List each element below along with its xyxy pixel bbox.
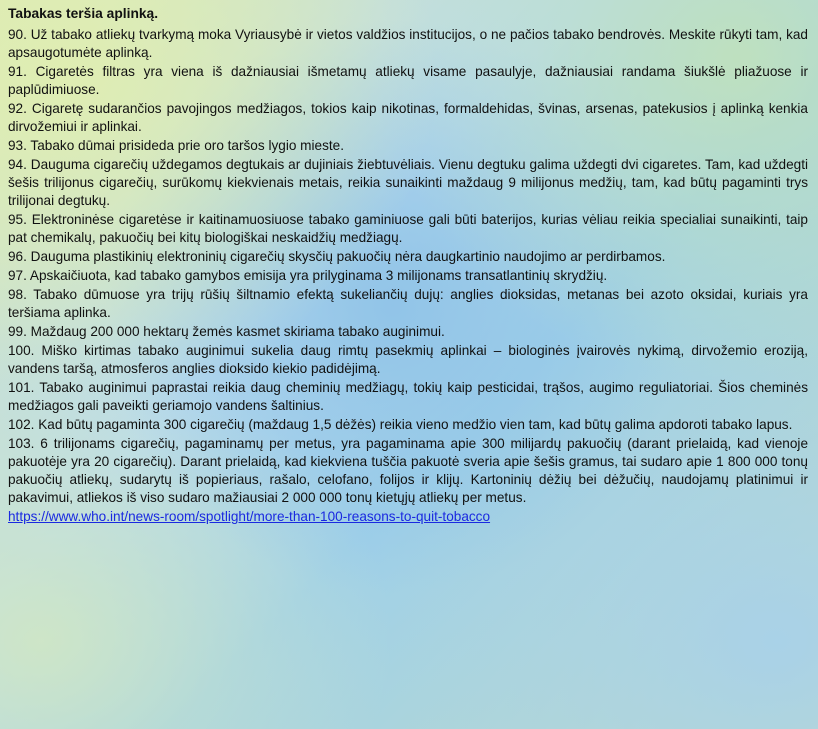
list-item: 99. Maždaug 200 000 hektarų žemės kasmet skiriama tabako auginimui. bbox=[8, 324, 445, 339]
list-item: 102. Kad būtų pagaminta 300 cigarečių (maždaug 1,5 dėžės) reikia vieno medžio vien tam, kad būtų galima apdoroti tabako lapus. bbox=[8, 417, 793, 432]
list-item: 90. Už tabako atliekų tvarkymą moka Vyriausybė ir vietos valdžios institucijos, o ne pačios tabako bendrovės. Meskite rūkyti tam, kad apsaugotumėte aplinką. bbox=[8, 27, 808, 60]
list-item: 96. Dauguma plastikinių elektroninių cigarečių skysčių pakuočių nėra daugkartinio naudojimo ar perdirbamos. bbox=[8, 249, 666, 264]
list-item: 95. Elektroninėse cigaretėse ir kaitinamuosiuose tabako gaminiuose gali būti baterijos, kurias vėliau reikia specialiai sunaikinti, taip pat chemikalų, pakuočių bei kitų biologiškai neskaidžių medžiagų. bbox=[8, 212, 808, 245]
list-item: 93. Tabako dūmai prisideda prie oro taršos lygio mieste. bbox=[8, 138, 344, 153]
list-item: 100. Miško kirtimas tabako auginimui sukelia daug rimtų pasekmių aplinkai – biologinės įvairovės nykimą, dirvožemio eroziją, vandens taršą, atmosferos anglies dioksido kiekio padidėjimą. bbox=[8, 343, 808, 376]
document-content bbox=[8, 5, 808, 526]
list-item: 98. Tabako dūmuose yra trijų rūšių šiltnamio efektą sukeliančių dujų: anglies dioksidas, metanas bei azoto oksidai, kuriais yra teršiama aplinka. bbox=[8, 287, 808, 320]
source-link[interactable]: https://www.who.int/news-room/spotlight/more-than-100-reasons-to-quit-tobacco bbox=[8, 509, 491, 524]
list-item: 91. Cigaretės filtras yra viena iš dažniausiai išmetamų atliekų visame pasaulyje, dažniausiai randama šiukšlė pliažuose ir paplūdimiuose. bbox=[8, 64, 808, 97]
list-item: 97. Apskaičiuota, kad tabako gamybos emisija yra prilyginama 3 milijonams transatlantinių skrydžių. bbox=[8, 268, 608, 283]
list-item: 103. 6 trilijonams cigarečių, pagaminamų per metus, yra pagaminama apie 300 milijardų pakuočių (darant prielaidą, kad vienoje pakuotėje yra 20 cigarečių). Darant prielaidą, kad kiekviena tuščia pakuotė sveria apie šešis gramus, tai sudaro apie 1 800 000 tonų pakuočių atliekų, sudarytų iš popieriaus, rašalo, celofano, folijos ir klijų. Kartoninių dėžių bei dėžučių, naudojamų platinimui ir pakavimui, atliekos iš viso sudaro mažiausiai 2 000 000 tonų kietųjų atliekų per metus. bbox=[8, 436, 808, 505]
list-item: 92. Cigaretę sudarančios pavojingos medžiagos, tokios kaip nikotinas, formaldehidas, švinas, arsenas, patekusios į aplinką kenkia dirvožemiui ir aplinkai. bbox=[8, 101, 808, 134]
list-item: 101. Tabako auginimui paprastai reikia daug cheminių medžiagų, tokių kaip pesticidai, trąšos, augimo reguliatoriai. Šios cheminės medžiagos gali paveikti geriamojo vandens šaltinius. bbox=[8, 380, 808, 413]
list-item: 94. Dauguma cigarečių uždegamos degtukais ar dujiniais žiebtuvėliais. Vienu degtuku galima uždegti dvi cigaretes. Tam, kad uždegti šešis trilijonus cigarečių, surūkomų kiekvienais metais, reikia sunaikinti maždaug 9 milijonus medžių, tam, kad būtų pagaminti trys trilijonai degtukų. bbox=[8, 157, 808, 208]
document-title: Tabakas teršia aplinką. bbox=[8, 6, 159, 21]
